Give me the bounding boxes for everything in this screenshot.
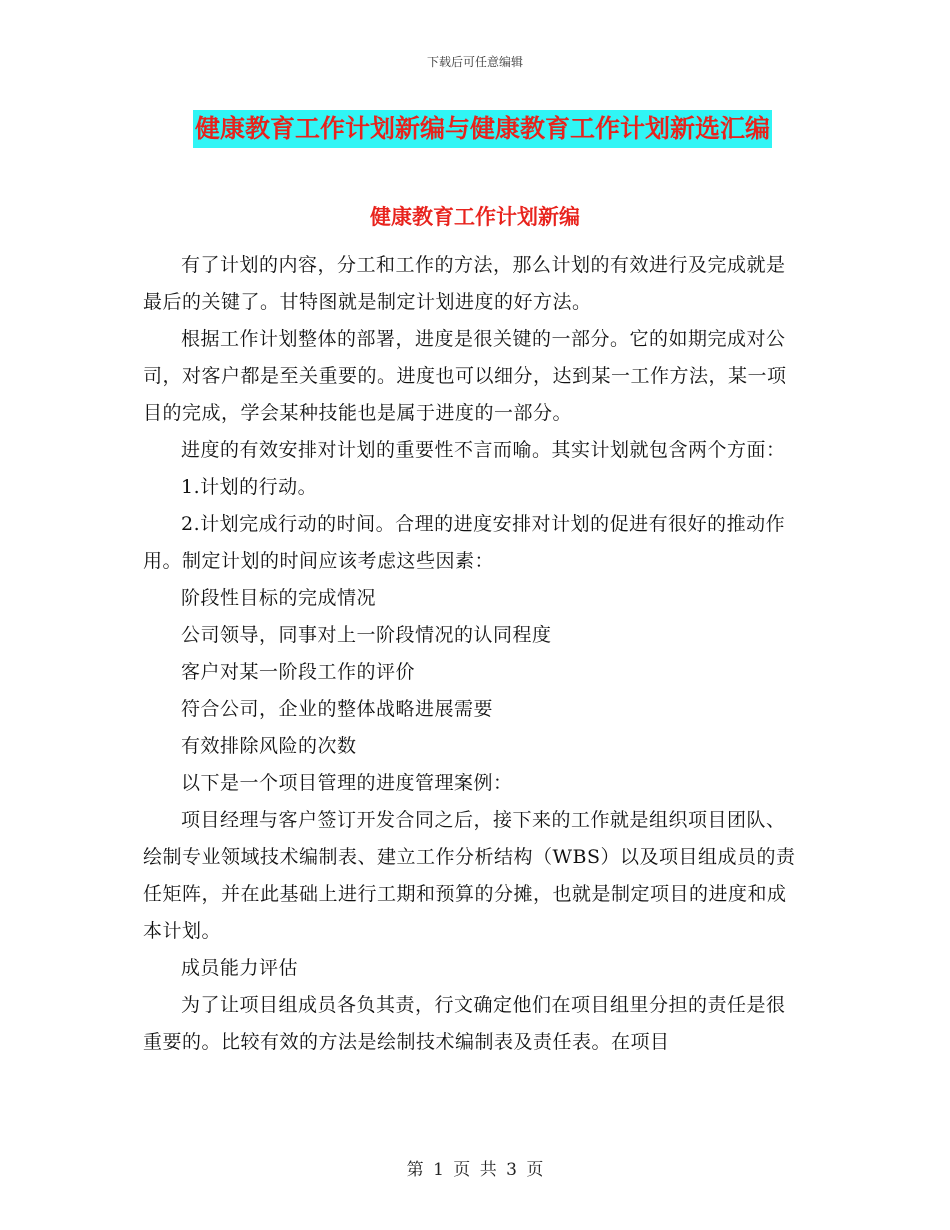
paragraph: 项目经理与客户签订开发合同之后，接下来的工作就是组织项目团队、绘制专业领域技术编制表、建立工作分析结构（WBS）以及项目组成员的责任矩阵，并在此基础上进行工期和预算的分摊，也就是制定项目的进度和成本计划。 (143, 809, 796, 942)
paragraph: 成员能力评估 (181, 957, 299, 979)
paragraph: 根据工作计划整体的部署，进度是很关键的一部分。它的如期完成对公司，对客户都是至关重要的。进度也可以细分，达到某一工作方法，某一项目的完成，学会某种技能也是属于进度的一部分。 (143, 328, 787, 424)
paragraph: 为了让项目组成员各负其责，行文确定他们在项目组里分担的责任是很重要的。比较有效的方法是绘制技术编制表及责任表。在项目 (143, 994, 786, 1053)
paragraph: 以下是一个项目管理的进度管理案例： (181, 772, 513, 794)
paragraph: 进度的有效安排对计划的重要性不言而喻。其实计划就包含两个方面： (181, 439, 786, 461)
paragraph: 有了计划的内容，分工和工作的方法，那么计划的有效进行及完成就是最后的关键了。甘特图就是制定计划进度的好方法。 (143, 254, 786, 313)
main-title: 健康教育工作计划新编与健康教育工作计划新选汇编 (193, 110, 772, 148)
paragraph: 公司领导，同事对上一阶段情况的认同程度 (181, 624, 552, 646)
paragraph: 符合公司，企业的整体战略进展需要 (181, 698, 494, 720)
paragraph: 2.计划完成行动的时间。合理的进度安排对计划的促进有很好的推动作用。制定计划的时间应该考虑这些因素： (143, 513, 786, 572)
section-title: 健康教育工作计划新编 (370, 205, 580, 229)
paragraph: 有效排除风险的次数 (181, 735, 357, 757)
paragraph: 阶段性目标的完成情况 (181, 587, 377, 609)
page-footer: 第 1 页 共 3 页 (406, 1160, 544, 1180)
paragraph: 客户对某一阶段工作的评价 (181, 661, 416, 683)
paragraph: 1.计划的行动。 (181, 476, 318, 498)
header-note: 下载后可任意编辑 (426, 55, 523, 69)
body-text (143, 247, 798, 1061)
